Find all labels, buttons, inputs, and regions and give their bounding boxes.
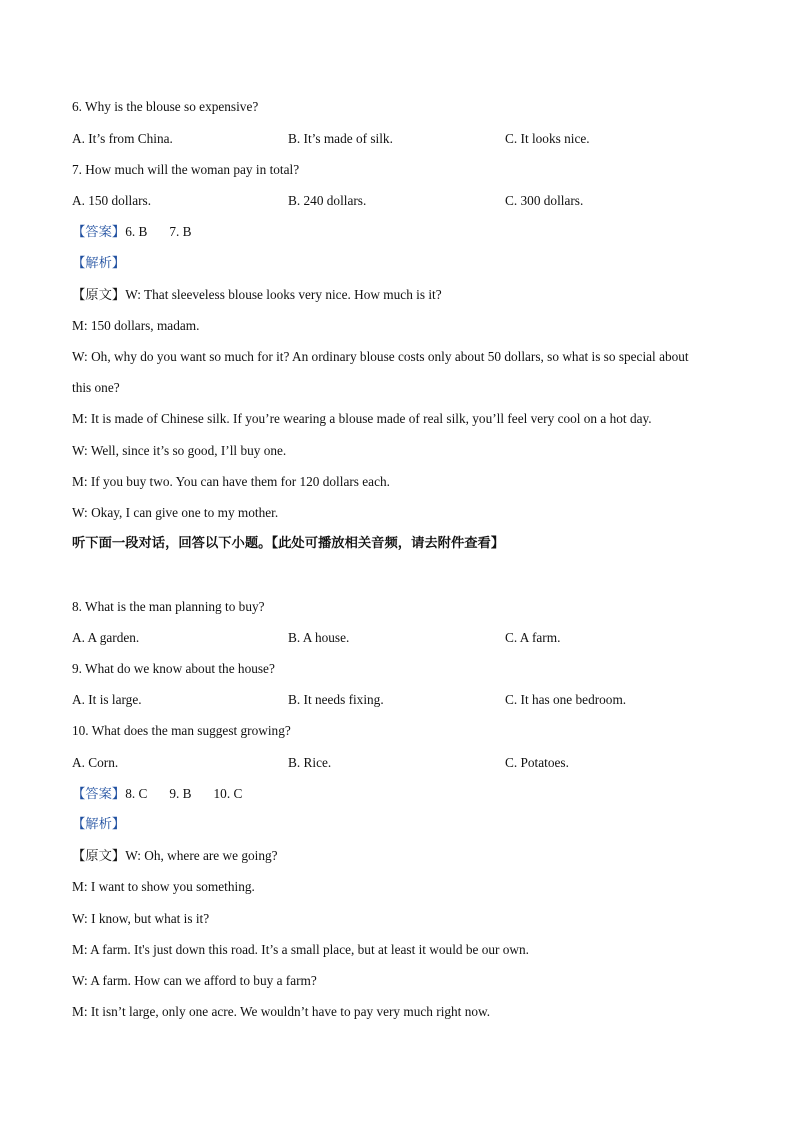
q9-option-b: B. It needs fixing. — [288, 692, 384, 707]
transcript-1-line-3a: W: Oh, why do you want so much for it? An ordinary blouse costs only about 50 dollars, so what is so special about — [72, 349, 689, 364]
analysis-tag-1: 【解析】 — [72, 256, 126, 271]
answer-line-2 — [72, 785, 242, 804]
transcript-1-line-7: W: Okay, I can give one to my mother. — [72, 505, 279, 520]
answer-tag: 【答案】 — [72, 787, 126, 802]
transcript-2-line-5: W: A farm. How can we afford to buy a farm? — [72, 973, 317, 988]
q8-option-b: B. A house. — [288, 630, 350, 645]
question-7: 7. How much will the woman pay in total? — [72, 162, 300, 177]
question-6: 6. Why is the blouse so expensive? — [72, 99, 259, 114]
q10-option-b: B. Rice. — [288, 755, 332, 770]
answer-line-1 — [72, 223, 192, 242]
transcript-2-line-2: M: I want to show you something. — [72, 879, 255, 894]
transcript-1-line-5: W: Well, since it’s so good, I’ll buy one. — [72, 443, 287, 458]
q8-option-c: C. A farm. — [505, 630, 561, 645]
transcript-1-line-3b: this one? — [72, 380, 120, 395]
transcript-2-line-3: W: I know, but what is it? — [72, 911, 210, 926]
analysis-tag-2: 【解析】 — [72, 817, 126, 832]
q6-option-c: C. It looks nice. — [505, 131, 590, 146]
transcript-1-text-1: W: That sleeveless blouse looks very nice. How much is it? — [125, 287, 442, 302]
q9-option-c: C. It has one bedroom. — [505, 692, 627, 707]
transcript-tag: 【原文】 — [72, 849, 126, 864]
q9-option-a: A. It is large. — [72, 692, 142, 707]
transcript-2-line-1 — [72, 847, 278, 866]
answer-10: 10. C — [213, 786, 243, 801]
transcript-1-line-6: M: If you buy two. You can have them for 120 dollars each. — [72, 474, 390, 489]
q7-option-c: C. 300 dollars. — [505, 193, 584, 208]
q7-option-a: A. 150 dollars. — [72, 193, 152, 208]
answer-6: 6. B — [125, 224, 148, 239]
transcript-1-line-4: M: It is made of Chinese silk. If you’re wearing a blouse made of real silk, you’ll feel very cool on a hot day. — [72, 411, 652, 426]
q10-option-a: A. Corn. — [72, 755, 119, 770]
question-9: 9. What do we know about the house? — [72, 661, 275, 676]
transcript-2-text-1: W: Oh, where are we going? — [125, 848, 278, 863]
transcript-1-line-1 — [72, 286, 442, 305]
q10-option-c: C. Potatoes. — [505, 755, 569, 770]
answer-9: 9. B — [169, 786, 192, 801]
q6-option-a: A. It’s from China. — [72, 131, 173, 146]
answer-7: 7. B — [169, 224, 192, 239]
transcript-1-line-2: M: 150 dollars, madam. — [72, 318, 200, 333]
transcript-tag: 【原文】 — [72, 288, 126, 303]
q6-option-b: B. It’s made of silk. — [288, 131, 393, 146]
transcript-2-line-4: M: A farm. It's just down this road. It’s a small place, but at least it would be our own. — [72, 942, 530, 957]
q7-option-b: B. 240 dollars. — [288, 193, 367, 208]
listening-instruction: 听下面一段对话，回答以下小题。【此处可播放相关音频，请去附件查看】 — [72, 536, 505, 551]
question-10: 10. What does the man suggest growing? — [72, 723, 291, 738]
q8-option-a: A. A garden. — [72, 630, 140, 645]
transcript-2-line-6: M: It isn’t large, only one acre. We wouldn’t have to pay very much right now. — [72, 1004, 491, 1019]
answer-8: 8. C — [125, 786, 148, 801]
answer-tag: 【答案】 — [72, 225, 126, 240]
question-8: 8. What is the man planning to buy? — [72, 599, 265, 614]
